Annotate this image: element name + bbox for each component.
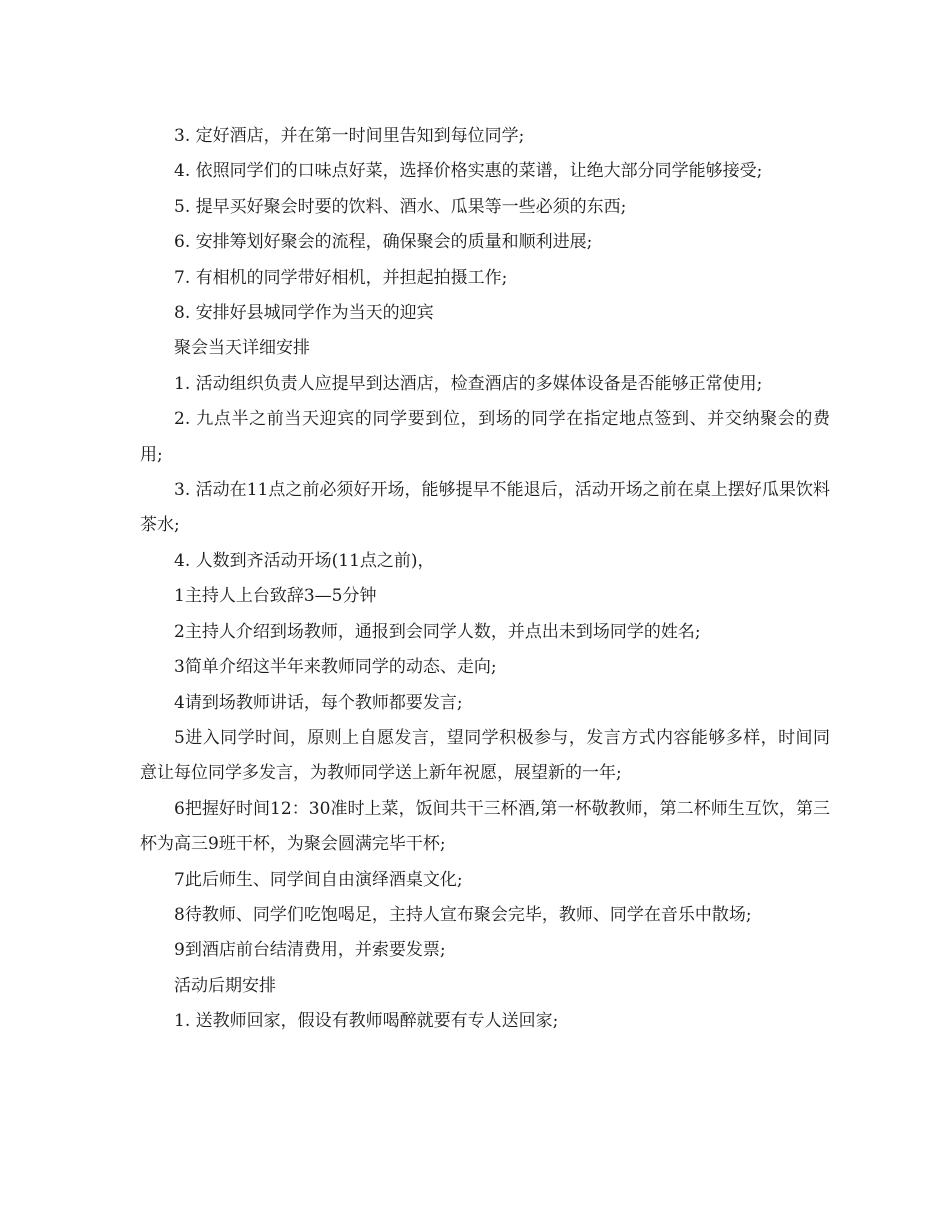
paragraph-17: 7此后师生、同学间自由演绎酒桌文化; [174, 869, 463, 890]
paragraph-18: 8待教师、同学们吃饱喝足，主持人宣布聚会完毕，教师、同学在音乐中散场; [174, 904, 752, 925]
paragraph-20: 1. 送教师回家，假设有教师喝醉就要有专人送回家; [174, 1011, 559, 1032]
section-heading-post-event: 活动后期安排 [174, 975, 276, 996]
paragraph-14: 4请到场教师讲话，每个教师都要发言; [174, 692, 463, 713]
paragraph-1: 3. 定好酒店，并在第一时间里告知到每位同学; [174, 126, 525, 146]
paragraph-7: 1. 活动组织负责人应提早到达酒店，检查酒店的多媒体设备是否能够正常使用; [174, 373, 763, 394]
section-heading-event-day: 聚会当天详细安排 [174, 338, 310, 359]
paragraph-15: 5进入同学时间，原则上自愿发言，望同学积极参与，发言方式内容能够多样，时间同意让每位同学多发言，为教师同学送上新年祝愿，展望新的一年; [140, 727, 830, 784]
paragraph-6: 8. 安排好县城同学作为当天的迎宾 [174, 303, 434, 324]
paragraph-4: 6. 安排筹划好聚会的流程，确保聚会的质量和顺利进展; [174, 232, 593, 253]
paragraph-16: 6把握好时间12：30准时上菜，饭间共干三杯酒,第一杯敬教师，第二杯师生互饮，第三杯为高三9班干杯，为聚会圆满完毕干杯; [140, 798, 830, 855]
document-body [140, 119, 830, 1040]
paragraph-2: 4. 依照同学们的口味点好菜，选择价格实惠的菜谱，让绝大部分同学能够接受; [174, 161, 763, 182]
paragraph-11: 1主持人上台致辞3—5分钟 [174, 586, 377, 607]
paragraph-8: 2. 九点半之前当天迎宾的同学要到位，到场的同学在指定地点签到、并交纳聚会的费用; [140, 409, 830, 465]
paragraph-12: 2主持人介绍到场教师，通报到会同学人数，并点出未到场同学的姓名; [174, 621, 701, 642]
paragraph-10: 4. 人数到齐活动开场(11点之前)， [174, 550, 435, 571]
paragraph-13: 3简单介绍这半年来教师同学的动态、走向; [174, 657, 497, 678]
paragraph-19: 9到酒店前台结清费用，并索要发票; [174, 940, 446, 961]
paragraph-3: 5. 提早买好聚会时要的饮料、酒水、瓜果等一些必须的东西; [174, 196, 627, 217]
paragraph-5: 7. 有相机的同学带好相机，并担起拍摄工作; [174, 267, 508, 288]
paragraph-9: 3. 活动在11点之前必须好开场，能够提早不能退后，活动开场之前在桌上摆好瓜果饮料茶水; [140, 480, 830, 536]
